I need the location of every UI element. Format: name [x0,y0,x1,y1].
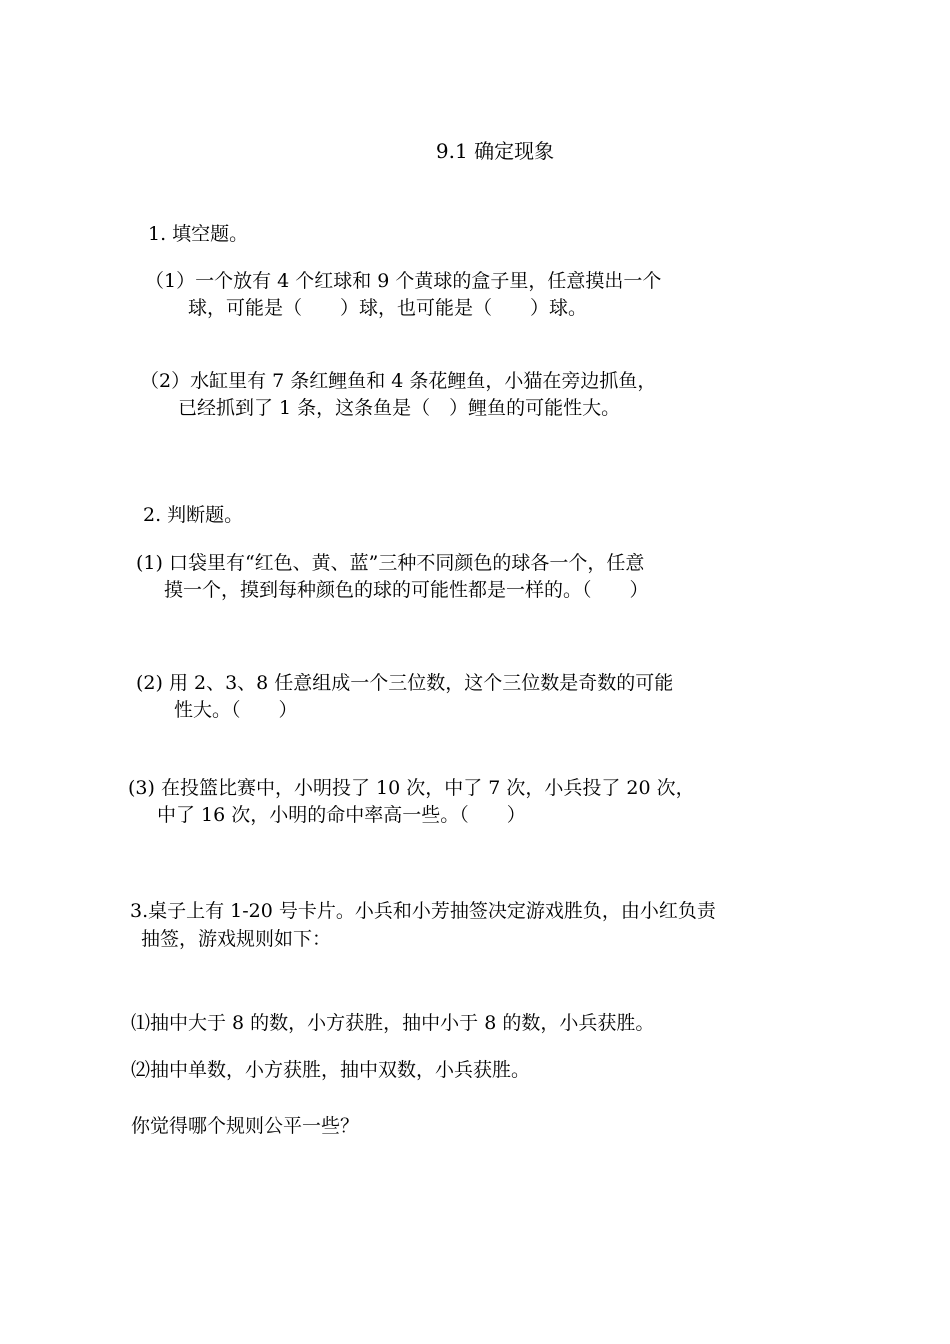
judge-q3-line1: (3) 在投篮比赛中，小明投了 10 次，中了 7 次，小兵投了 20 次， [128,777,695,799]
page-title: 9.1 确定现象 [435,139,555,163]
fill-blank-q2-line1: （2）水缸里有 7 条红鲤鱼和 4 条花鲤鱼，小猫在旁边抓鱼， [140,370,657,392]
judge-q3-line2: 中了 16 次，小明的命中率高一些。（ ） [157,804,526,826]
fill-blank-q1-line1: （1）一个放有 4 个红球和 9 个黄球的盒子里，任意摸出一个 [145,270,662,292]
section3-line1: 3.桌子上有 1-20 号卡片。小兵和小芳抽签决定游戏胜负，由小红负责 [130,900,716,922]
fill-blank-q1-line2: 球，可能是（ ）球，也可能是（ ）球。 [188,297,588,319]
rule-1: ⑴抽中大于 8 的数，小方获胜，抽中小于 8 的数，小兵获胜。 [131,1012,655,1034]
section1-heading: 1. 填空题。 [148,223,249,245]
final-question: 你觉得哪个规则公平一些？ [131,1115,360,1137]
judge-q1-line2: 摸一个，摸到每种颜色的球的可能性都是一样的。（ ） [164,579,649,601]
section3-line2: 抽签，游戏规则如下： [141,928,332,950]
judge-q1-line1: (1) 口袋里有“红色、黄、蓝”三种不同颜色的球各一个，任意 [136,552,645,574]
judge-q2-line2: 性大。（ ） [174,699,298,721]
section2-heading: 2. 判断题。 [143,504,244,526]
fill-blank-q2-line2: 已经抓到了 1 条，这条鱼是（ ）鲤鱼的可能性大。 [178,397,621,419]
judge-q2-line1: (2) 用 2、3、8 任意组成一个三位数，这个三位数是奇数的可能 [136,672,674,694]
rule-2: ⑵抽中单数，小方获胜，抽中双数，小兵获胜。 [131,1059,531,1081]
